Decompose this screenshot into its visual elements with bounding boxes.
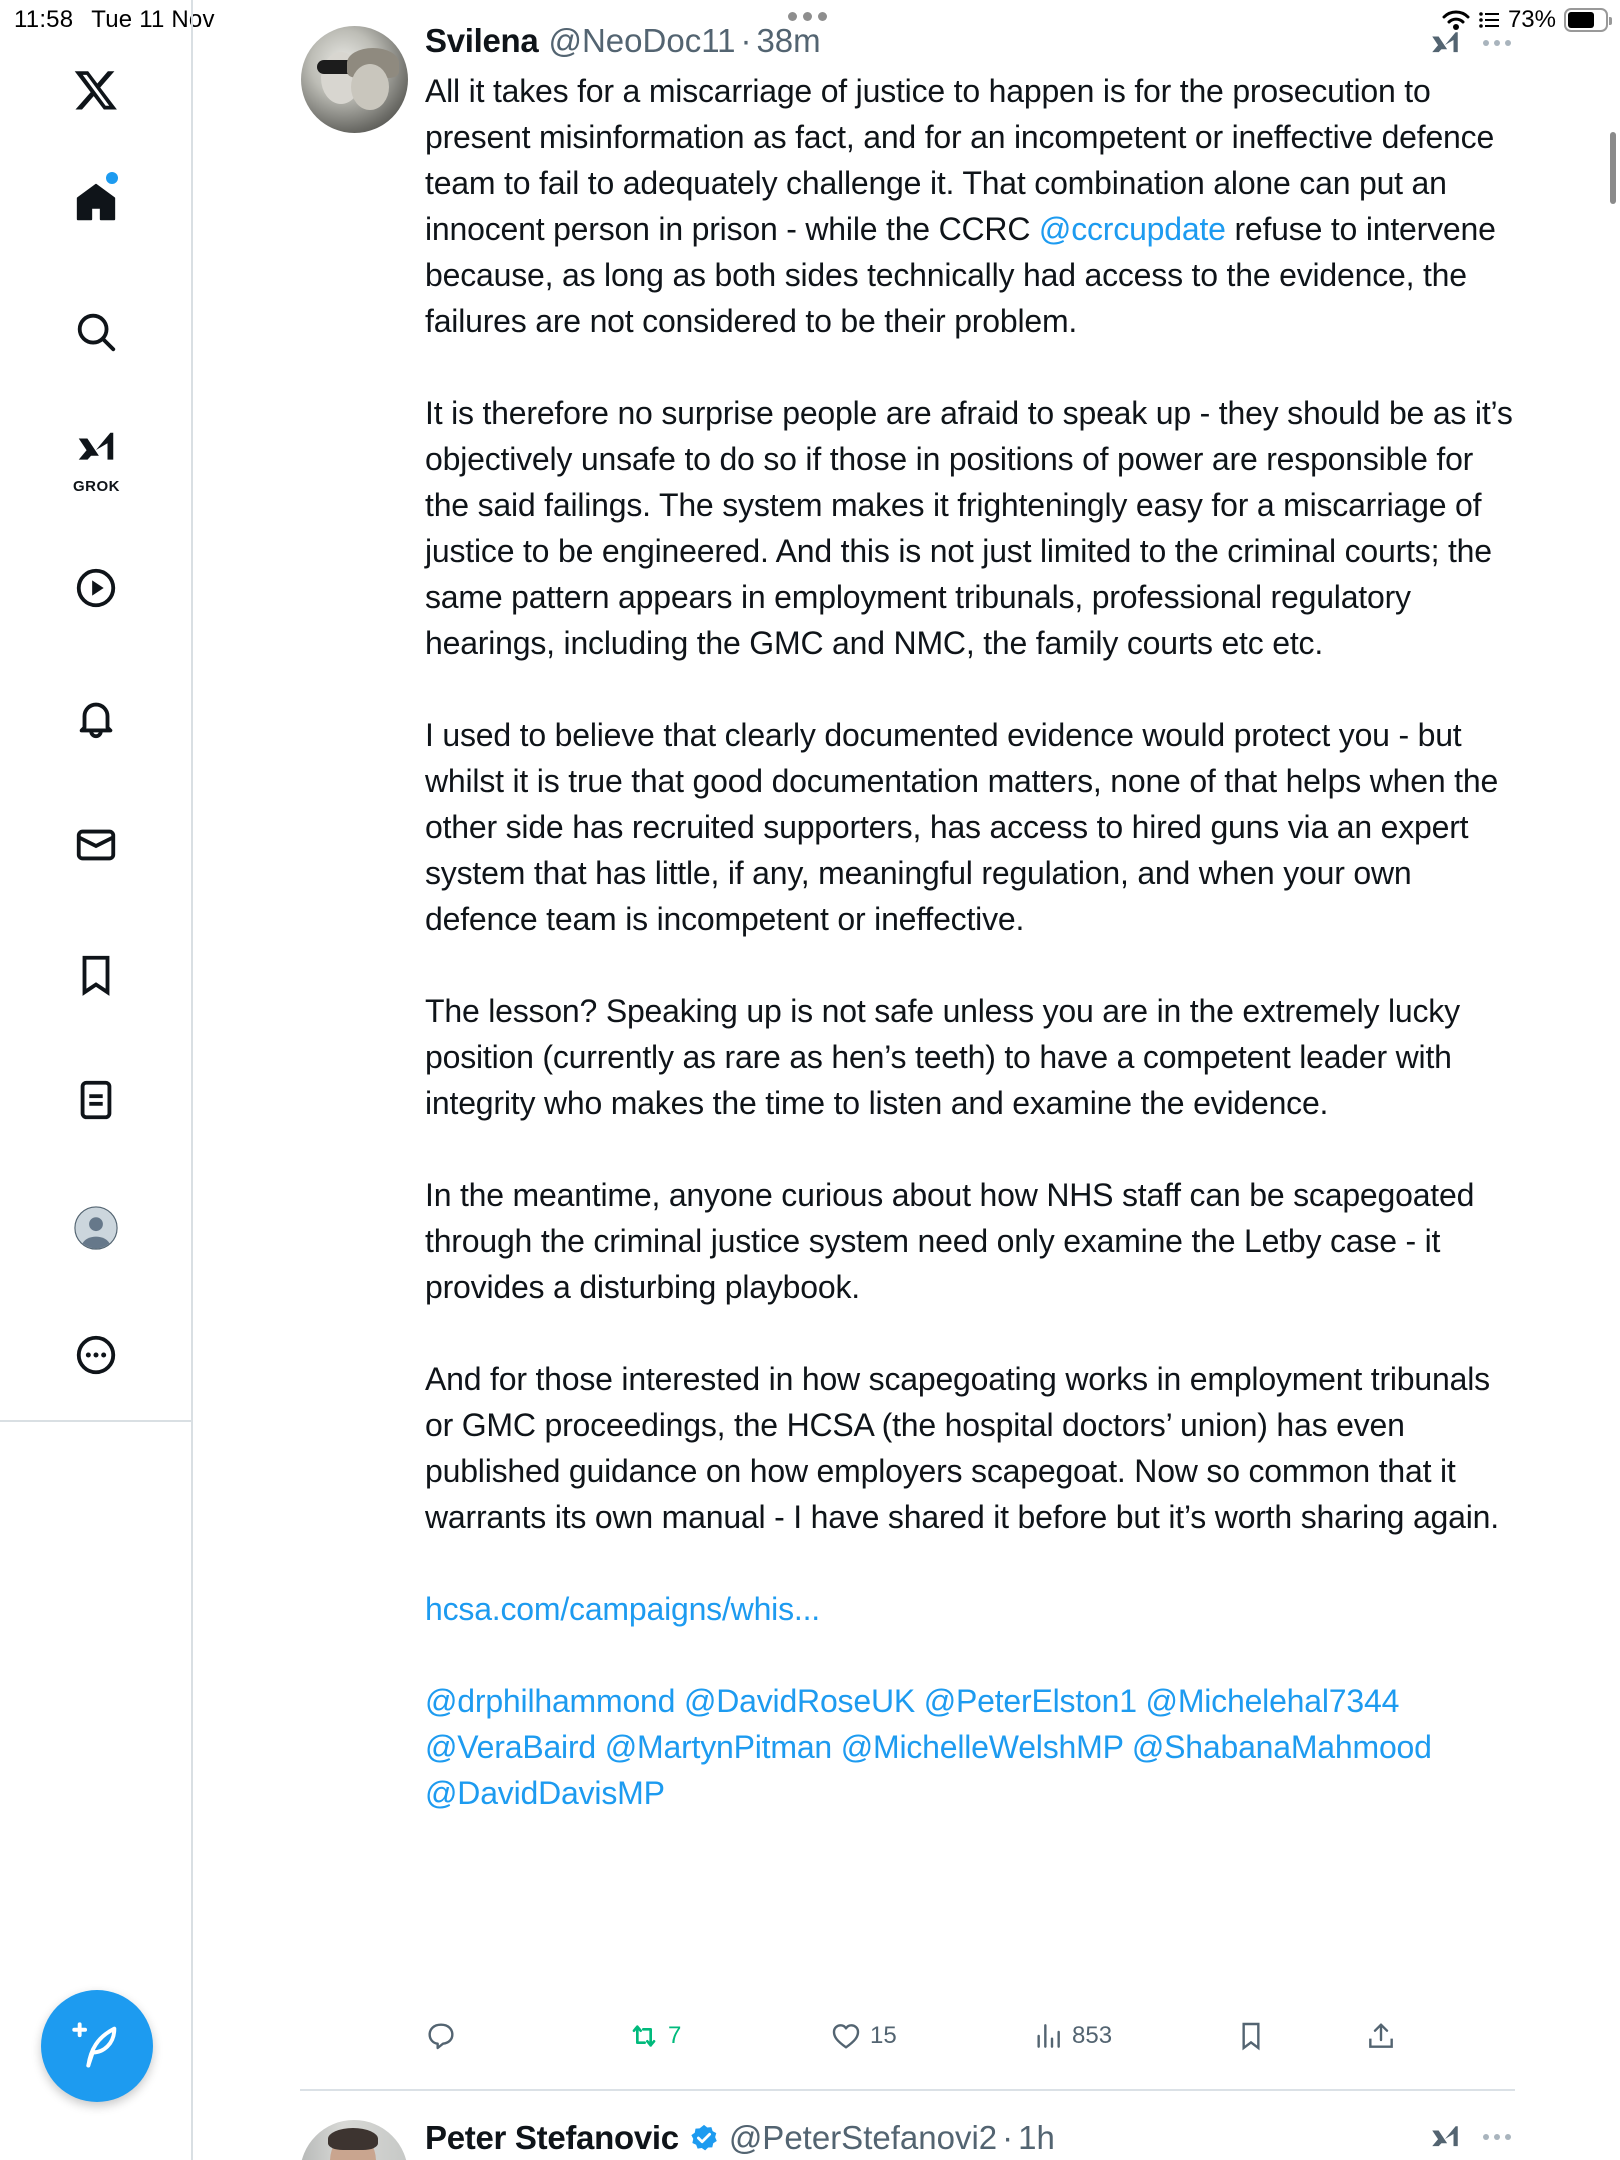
- sidebar-divider: [0, 1420, 193, 1422]
- mention-link[interactable]: @VeraBaird: [425, 1729, 597, 1765]
- sidebar-item-search[interactable]: [66, 302, 126, 362]
- mention-link[interactable]: @DavidDavisMP: [425, 1775, 665, 1811]
- grok-explain-icon[interactable]: [1428, 2122, 1462, 2156]
- profile-avatar-icon: [73, 1205, 119, 1251]
- tweet-paragraph: And for those interested in how scapegoating works in employment tribunals or GMC proceedings, the HCSA (the hospital doctors’ union) has even published guidance on how employers scapegoat. Now so common that it warrants its own manual - I have shared it before but it’s worth sharing again.: [425, 1361, 1499, 1535]
- sidebar-item-messages[interactable]: [66, 815, 126, 875]
- tweet-timestamp[interactable]: 38m: [756, 22, 821, 59]
- bookmark-icon: [73, 952, 119, 998]
- like-button[interactable]: [830, 2020, 897, 2052]
- mail-icon: [73, 822, 119, 868]
- header-separator: ·: [740, 22, 752, 59]
- tweet-paragraph: In the meantime, anyone curious about how NHS staff can be scapegoated through the criminal justice system need only examine the Letby case - it provides a disturbing playbook.: [425, 1177, 1475, 1305]
- tweet-text: [425, 68, 1520, 1816]
- mention-link[interactable]: @Michelehal7344: [1145, 1683, 1400, 1719]
- retweet-icon: [628, 2020, 660, 2052]
- bookmark-button[interactable]: [1235, 2020, 1267, 2052]
- share-upload-icon: [1365, 2020, 1397, 2052]
- tweet-paragraph: The lesson? Speaking up is not safe unless you are in the extremely lucky position (currently as rare as hen’s teeth) to have a competent leader with integrity who makes the time to listen and examine the evidence.: [425, 993, 1460, 1121]
- status-time: 11:58: [14, 6, 74, 33]
- mention-link[interactable]: @PeterElston1: [923, 1683, 1137, 1719]
- status-bar-right: [1442, 6, 1608, 34]
- author-avatar[interactable]: [301, 26, 408, 133]
- reply-button[interactable]: [425, 2020, 465, 2052]
- search-icon: [73, 309, 119, 355]
- list-icon: [73, 1077, 119, 1123]
- verified-badge-icon: [689, 2123, 719, 2153]
- author-handle[interactable]: @NeoDoc11: [548, 22, 736, 59]
- next-author-handle[interactable]: @PeterStefanovi2: [728, 2119, 998, 2156]
- tweet-action-bar: [425, 2020, 1425, 2066]
- play-circle-icon: [73, 565, 119, 611]
- tweet-paragraph: I used to believe that clearly documented evidence would protect you - but whilst it is true that good documentation matters, none of that helps when the other side has recruited supporters, has access to hired guns via an expert system that has little, if any, meaningful regulation, and when your own defence team is incompetent or ineffective.: [425, 717, 1499, 937]
- sidebar-item-grok[interactable]: [66, 420, 126, 480]
- view-count: 853: [1072, 2022, 1113, 2049]
- sidebar-item-x-logo[interactable]: [66, 60, 126, 120]
- more-circle-icon: [73, 1332, 119, 1378]
- next-tweet-header: [425, 2117, 1055, 2159]
- mention-link[interactable]: @DavidRoseUK: [683, 1683, 916, 1719]
- heart-icon: [830, 2020, 862, 2052]
- tweet-more-options-icon[interactable]: [1483, 2134, 1511, 2140]
- mention-link[interactable]: @MichelleWelshMP: [840, 1729, 1124, 1765]
- sidebar-item-profile[interactable]: [66, 1198, 126, 1258]
- sidebar-nav: [0, 0, 193, 2160]
- focus-list-icon: [1478, 10, 1500, 30]
- sidebar-item-notifications[interactable]: [66, 688, 126, 748]
- views-bar-chart-icon: [1032, 2020, 1064, 2052]
- tweet-paragraph: It is therefore no surprise people are afraid to speak up - they should be as it’s objectively unsafe to do so if those in positions of power are responsible for the said failings. The system makes it frighteningly easy for a miscarriage of justice to be engineered. And this is not just limited to the criminal courts; the same pattern appears in employment tribunals, professional regulatory hearings, including the GMC and NMC, the family courts etc etc.: [425, 395, 1513, 661]
- reply-icon: [425, 2020, 457, 2052]
- sidebar-item-bookmarks[interactable]: [66, 945, 126, 1005]
- mention-link[interactable]: @drphilhammond: [425, 1683, 676, 1719]
- like-count: 15: [870, 2022, 897, 2049]
- mention-link[interactable]: @ccrcupdate: [1038, 211, 1226, 247]
- status-date: Tue 11 Nov: [91, 6, 215, 33]
- home-icon: [73, 179, 119, 225]
- sidebar-item-lists[interactable]: [66, 1070, 126, 1130]
- mention-link[interactable]: @ShabanaMahmood: [1131, 1729, 1432, 1765]
- scrollbar[interactable]: [1610, 132, 1616, 204]
- grok-icon: [73, 427, 119, 473]
- home-notification-dot: [106, 172, 118, 184]
- next-author-avatar[interactable]: [300, 2120, 408, 2160]
- header-separator: ·: [1002, 2119, 1014, 2156]
- next-author-name[interactable]: Peter Stefanovic: [425, 2119, 679, 2156]
- battery-percent: 73%: [1507, 6, 1556, 33]
- mention-link[interactable]: @MartynPitman: [604, 1729, 833, 1765]
- x-logo-icon: [73, 67, 119, 113]
- next-tweet-timestamp[interactable]: 1h: [1018, 2119, 1055, 2156]
- compose-post-button[interactable]: [41, 1990, 153, 2102]
- grok-label: GROK: [73, 478, 120, 495]
- mentions-list: [425, 1678, 1520, 1816]
- retweet-count: 7: [668, 2022, 682, 2049]
- bell-icon: [73, 695, 119, 741]
- author-name[interactable]: Svilena: [425, 22, 539, 59]
- tweet-divider: [300, 2089, 1515, 2091]
- views-button[interactable]: [1032, 2020, 1112, 2052]
- sidebar-item-more[interactable]: [66, 1325, 126, 1385]
- retweet-button[interactable]: [628, 2020, 681, 2052]
- grok-explain-icon[interactable]: [1428, 28, 1462, 62]
- tweet-paragraph: All it takes for a miscarriage of justice to happen is for the prosecution to present misinformation as fact, and for an incompetent or ineffective defence team to fail to adequately challenge it. That combination alone can put an innocent person in prison - while the CCRC @ccrcupdate refuse to intervene because, as long as both sides technically had access to the evidence, the failures are not considered to be their problem.: [425, 73, 1496, 339]
- compose-feather-icon: [71, 2020, 123, 2072]
- battery-icon: [1564, 8, 1608, 32]
- external-link[interactable]: hcsa.com/campaigns/whis...: [425, 1591, 820, 1627]
- tweet-header: [425, 20, 821, 62]
- tweet-more-options-icon[interactable]: [1483, 40, 1511, 46]
- sidebar-item-video[interactable]: [66, 558, 126, 618]
- bookmark-icon: [1235, 2020, 1267, 2052]
- share-button[interactable]: [1365, 2020, 1397, 2052]
